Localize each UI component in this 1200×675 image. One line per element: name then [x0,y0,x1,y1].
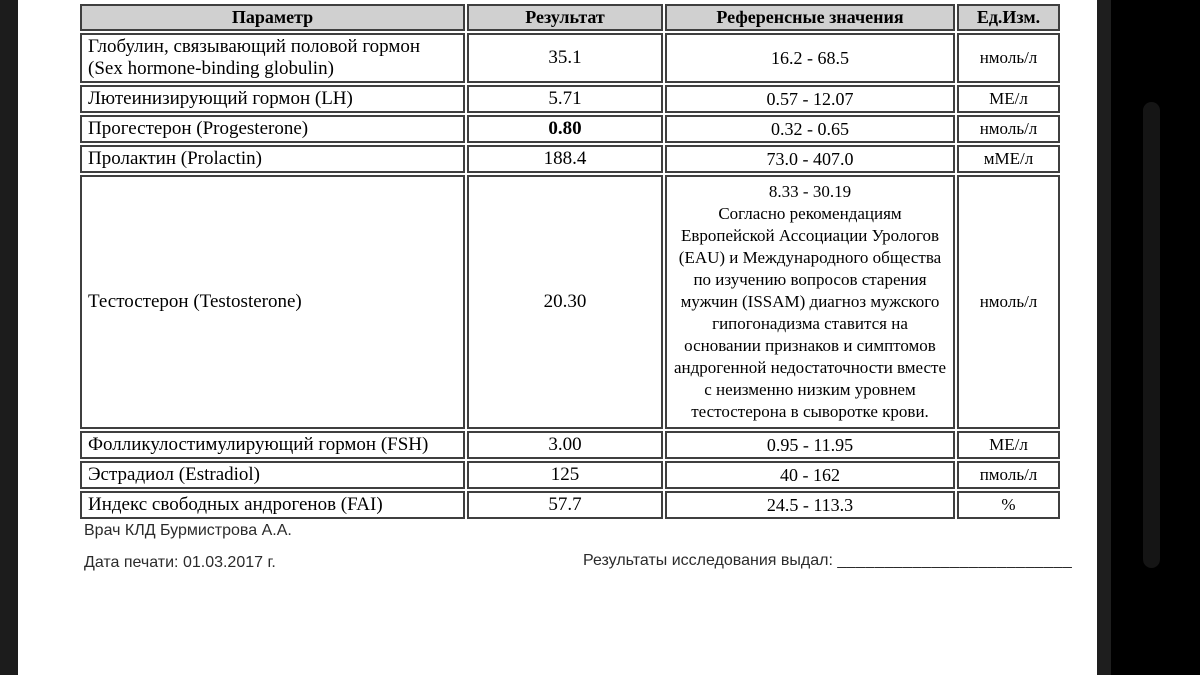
viewer-page-edge [1097,0,1111,675]
cell-reference: 0.57 - 12.07 [665,85,955,113]
cell-parameter: Эстрадиол (Estradiol) [80,461,465,489]
cell-parameter: Глобулин, связывающий половой гормон (Sex hormone-binding globulin) [80,33,465,83]
cell-result: 57.7 [467,491,663,519]
cell-result: 35.1 [467,33,663,83]
cell-unit: МЕ/л [957,431,1060,459]
cell-reference: 16.2 - 68.5 [665,33,955,83]
issued-by-line [583,551,1072,570]
cell-parameter: Индекс свободных андрогенов (FAI) [80,491,465,519]
header-reference: Референсные значения [665,4,955,31]
issued-by-label: Результаты исследования выдал: [583,552,833,569]
cell-parameter: Лютеинизирующий гормон (LH) [80,85,465,113]
table-row [80,145,1060,173]
cell-parameter: Пролактин (Prolactin) [80,145,465,173]
cell-reference-with-note [665,175,955,429]
cell-reference: 73.0 - 407.0 [665,145,955,173]
cell-parameter: Прогестерон (Progesterone) [80,115,465,143]
header-unit: Ед.Изм. [957,4,1060,31]
table-row [80,85,1060,113]
print-date-line: Дата печати: 01.03.2017 г. [84,554,276,571]
cell-reference: 0.32 - 0.65 [665,115,955,143]
cell-unit: мМЕ/л [957,145,1060,173]
cell-reference: 0.95 - 11.95 [665,431,955,459]
cell-unit: нмоль/л [957,115,1060,143]
table-row [80,461,1060,489]
reference-range: 8.33 - 30.19 [768,182,852,201]
cell-unit: нмоль/л [957,175,1060,429]
cell-result: 3.00 [467,431,663,459]
cell-unit: % [957,491,1060,519]
header-result: Результат [467,4,663,31]
lab-results-table [78,2,1062,521]
cell-unit: пмоль/л [957,461,1060,489]
table-row [80,491,1060,519]
table-row [80,115,1060,143]
cell-parameter: Фолликулостимулирующий гормон (FSH) [80,431,465,459]
reference-note: Согласно рекомендациям Европейской Ассоциации Урологов (EAU) и Международного общества по изучению вопросов старения мужчин (ISSAM) диагноз мужского гипогонадизма ставится на основании признаков и симптомов андрогенной недостаточности вместе с неизменно низким уровнем тестостерона в сыворотке крови. [673,204,947,421]
document-page [18,0,1097,675]
viewer-left-bar [0,0,18,675]
cell-unit: нмоль/л [957,33,1060,83]
cell-result: 5.71 [467,85,663,113]
cell-result-flagged: 0.80 [467,115,663,143]
cell-parameter: Тестостерон (Testosterone) [80,175,465,429]
cell-unit: МЕ/л [957,85,1060,113]
header-parameter: Параметр [80,4,465,31]
viewer-right-panel [1097,0,1200,675]
table-header-row [80,4,1060,31]
scrollbar-thumb[interactable] [1143,102,1160,568]
table-row [80,33,1060,83]
cell-reference: 40 - 162 [665,461,955,489]
cell-result: 188.4 [467,145,663,173]
cell-reference: 24.5 - 113.3 [665,491,955,519]
table-row [80,431,1060,459]
cell-result: 125 [467,461,663,489]
signature-blank: _________________________ [837,552,1073,569]
table-row-testosterone [80,175,1060,429]
cell-result: 20.30 [467,175,663,429]
doctor-signature-line: Врач КЛД Бурмистрова А.А. [84,522,292,539]
